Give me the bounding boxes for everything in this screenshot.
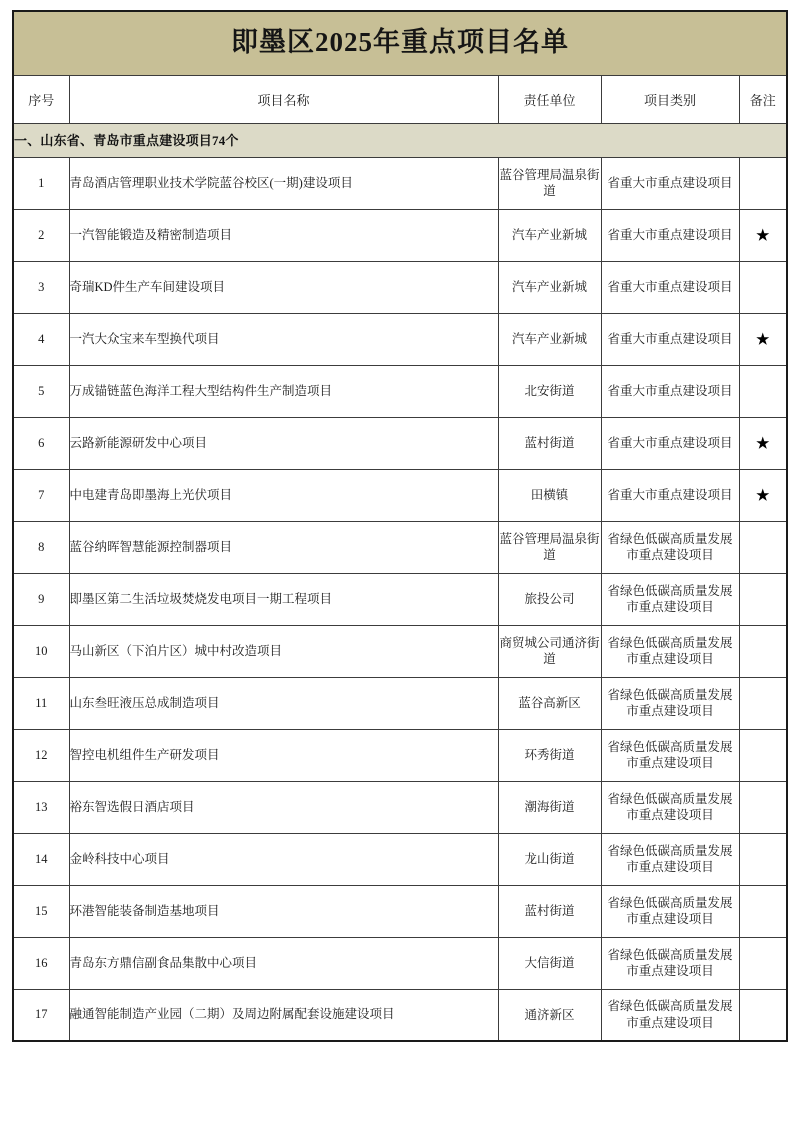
cell-name: 青岛酒店管理职业技术学院蓝谷校区(一期)建设项目 [69,157,498,209]
cell-note [739,261,787,313]
cell-note [739,573,787,625]
table-row [13,677,787,729]
project-list-table [12,10,788,1042]
table-row [13,261,787,313]
table-row [13,625,787,677]
cell-category: 省绿色低碳高质量发展市重点建设项目 [601,521,739,573]
cell-name: 即墨区第二生活垃圾焚烧发电项目一期工程项目 [69,573,498,625]
cell-index: 11 [13,677,69,729]
table-row [13,313,787,365]
cell-unit: 汽车产业新城 [498,313,601,365]
document-title-cell [13,11,787,75]
table-row [13,417,787,469]
cell-name: 中电建青岛即墨海上光伏项目 [69,469,498,521]
cell-name: 山东叁旺液压总成制造项目 [69,677,498,729]
table-row [13,521,787,573]
column-header-name: 项目名称 [69,75,498,123]
cell-index: 9 [13,573,69,625]
table-row [13,209,787,261]
column-header-index: 序号 [13,75,69,123]
cell-note [739,365,787,417]
cell-category: 省绿色低碳高质量发展市重点建设项目 [601,729,739,781]
cell-unit: 蓝村街道 [498,417,601,469]
table-row [13,885,787,937]
cell-unit: 大信街道 [498,937,601,989]
cell-index: 13 [13,781,69,833]
page-title: 即墨区2025年重点项目名单 [231,27,569,58]
cell-note: ★ [739,313,787,365]
column-header-category: 项目类别 [601,75,739,123]
cell-category: 省绿色低碳高质量发展市重点建设项目 [601,677,739,729]
table-row [13,469,787,521]
cell-index: 10 [13,625,69,677]
cell-unit: 蓝谷高新区 [498,677,601,729]
cell-note [739,729,787,781]
cell-category: 省重大市重点建设项目 [601,417,739,469]
cell-name: 裕东智选假日酒店项目 [69,781,498,833]
cell-unit: 龙山街道 [498,833,601,885]
cell-index: 8 [13,521,69,573]
cell-category: 省重大市重点建设项目 [601,313,739,365]
cell-name: 万成锚链蓝色海洋工程大型结构件生产制造项目 [69,365,498,417]
cell-category: 省重大市重点建设项目 [601,365,739,417]
cell-category: 省绿色低碳高质量发展市重点建设项目 [601,573,739,625]
cell-category: 省重大市重点建设项目 [601,261,739,313]
cell-unit: 通济新区 [498,989,601,1041]
title-row [13,11,787,75]
cell-name: 一汽大众宝来车型换代项目 [69,313,498,365]
cell-category: 省绿色低碳高质量发展市重点建设项目 [601,989,739,1041]
cell-unit: 潮海街道 [498,781,601,833]
table-row [13,937,787,989]
cell-name: 金岭科技中心项目 [69,833,498,885]
cell-note [739,157,787,209]
cell-unit: 汽车产业新城 [498,209,601,261]
cell-index: 14 [13,833,69,885]
column-header-row [13,75,787,123]
cell-category: 省重大市重点建设项目 [601,157,739,209]
cell-category: 省绿色低碳高质量发展市重点建设项目 [601,625,739,677]
cell-name: 云路新能源研发中心项目 [69,417,498,469]
cell-category: 省绿色低碳高质量发展市重点建设项目 [601,937,739,989]
cell-index: 17 [13,989,69,1041]
table-row [13,365,787,417]
cell-index: 3 [13,261,69,313]
table-row [13,729,787,781]
cell-unit: 汽车产业新城 [498,261,601,313]
cell-unit: 商贸城公司通济街道 [498,625,601,677]
cell-name: 智控电机组件生产研发项目 [69,729,498,781]
cell-unit: 蓝谷管理局温泉街道 [498,157,601,209]
cell-name: 融通智能制造产业园（二期）及周边附属配套设施建设项目 [69,989,498,1041]
section-header-label: 一、山东省、青岛市重点建设项目74个 [14,133,239,148]
cell-unit: 蓝村街道 [498,885,601,937]
cell-index: 4 [13,313,69,365]
table-row [13,833,787,885]
cell-name: 蓝谷纳晖智慧能源控制器项目 [69,521,498,573]
cell-index: 6 [13,417,69,469]
cell-index: 16 [13,937,69,989]
cell-note [739,989,787,1041]
cell-note [739,677,787,729]
cell-index: 2 [13,209,69,261]
cell-note [739,625,787,677]
cell-index: 7 [13,469,69,521]
cell-name: 一汽智能锻造及精密制造项目 [69,209,498,261]
project-list-sheet [12,10,786,1042]
cell-category: 省绿色低碳高质量发展市重点建设项目 [601,885,739,937]
column-header-unit: 责任单位 [498,75,601,123]
cell-index: 1 [13,157,69,209]
section-header-row [13,123,787,157]
cell-category: 省绿色低碳高质量发展市重点建设项目 [601,833,739,885]
table-row [13,157,787,209]
table-row [13,781,787,833]
section-header-cell [13,123,787,157]
column-header-note: 备注 [739,75,787,123]
cell-unit: 田横镇 [498,469,601,521]
cell-note: ★ [739,469,787,521]
cell-note [739,885,787,937]
cell-index: 12 [13,729,69,781]
cell-unit: 旅投公司 [498,573,601,625]
cell-category: 省重大市重点建设项目 [601,469,739,521]
cell-note [739,521,787,573]
table-row [13,989,787,1041]
cell-unit: 北安街道 [498,365,601,417]
table-row [13,573,787,625]
cell-note: ★ [739,209,787,261]
cell-name: 青岛东方鼎信副食品集散中心项目 [69,937,498,989]
cell-unit: 蓝谷管理局温泉街道 [498,521,601,573]
cell-note [739,781,787,833]
cell-name: 奇瑞KD件生产车间建设项目 [69,261,498,313]
table-body [13,11,787,1041]
cell-note: ★ [739,417,787,469]
cell-category: 省重大市重点建设项目 [601,209,739,261]
cell-note [739,937,787,989]
cell-index: 5 [13,365,69,417]
cell-unit: 环秀街道 [498,729,601,781]
cell-note [739,833,787,885]
cell-name: 环港智能装备制造基地项目 [69,885,498,937]
cell-name: 马山新区（下泊片区）城中村改造项目 [69,625,498,677]
cell-index: 15 [13,885,69,937]
cell-category: 省绿色低碳高质量发展市重点建设项目 [601,781,739,833]
